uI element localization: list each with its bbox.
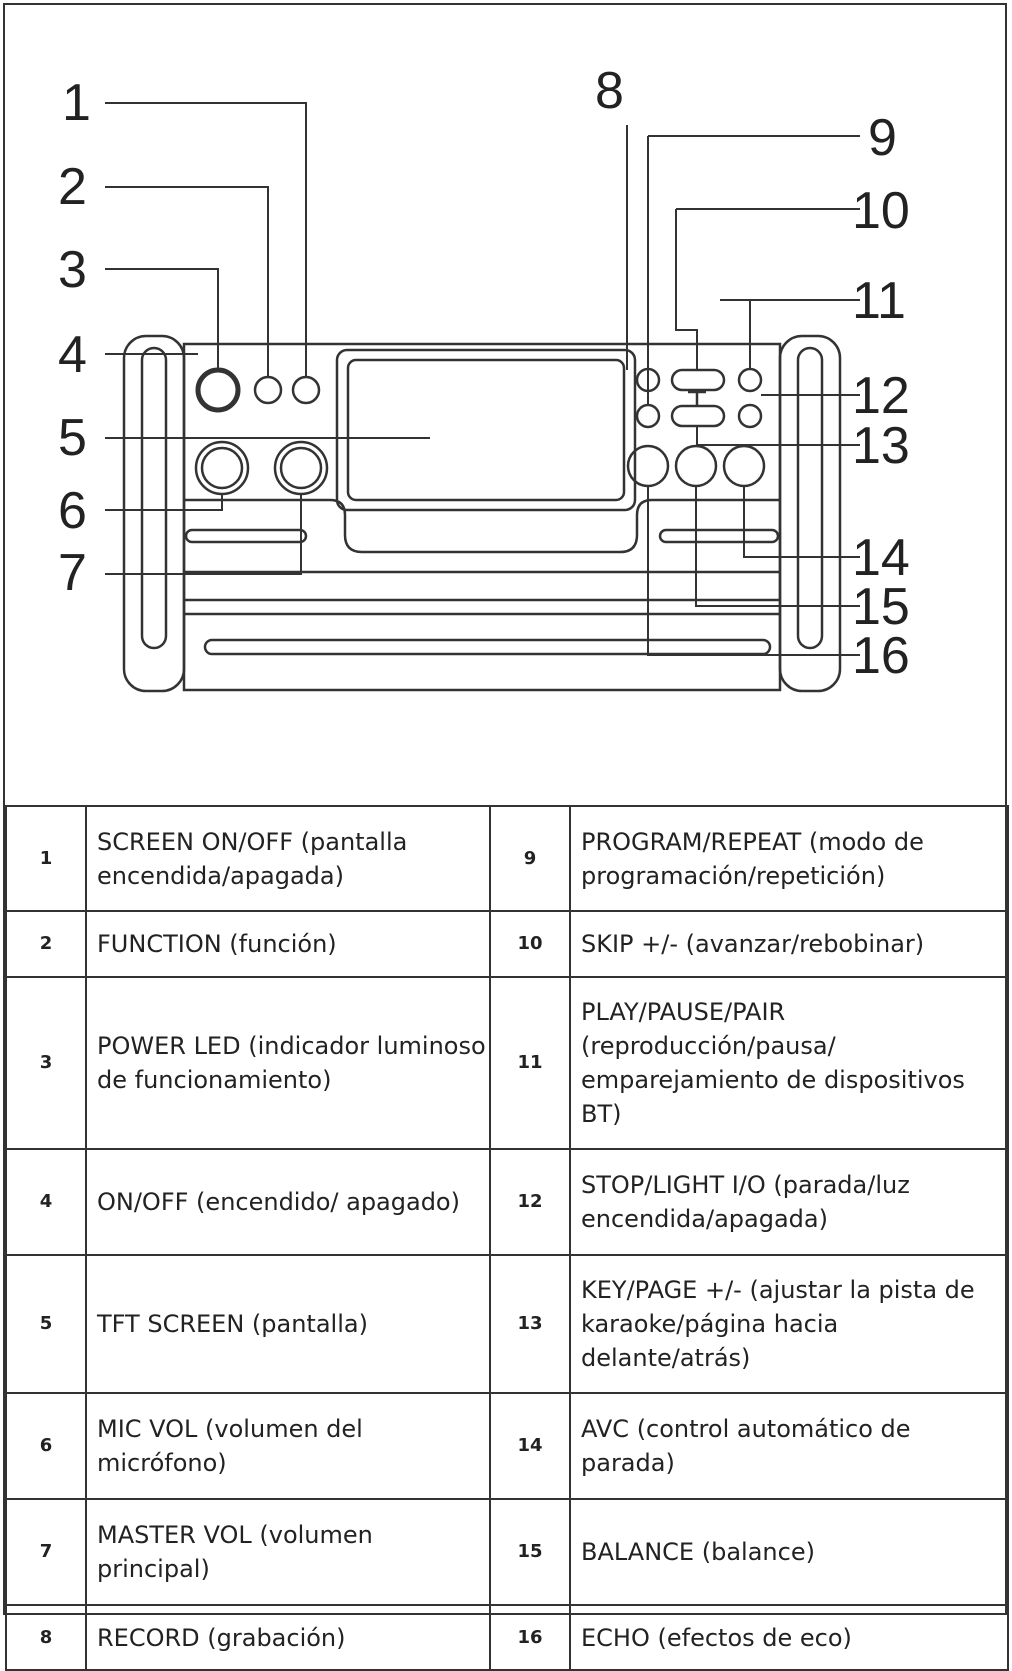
function-button <box>255 377 281 403</box>
legend-text: SKIP +/- (avanzar/rebobinar) <box>570 911 1008 977</box>
legend-num: 3 <box>6 977 86 1149</box>
legend-num: 6 <box>6 1393 86 1499</box>
tft-screen <box>337 350 635 510</box>
callout-11: 11 <box>852 272 906 330</box>
legend-text: ON/OFF (encendido/ apagado) <box>86 1149 490 1255</box>
callout-7: 7 <box>58 544 87 602</box>
callout-14: 14 <box>852 529 910 587</box>
callout-8: 8 <box>595 62 624 120</box>
callout-4: 4 <box>58 326 87 384</box>
legend-row <box>6 1149 1008 1255</box>
karaoke-device-diagram <box>0 0 1012 810</box>
legend-text: POWER LED (indicador luminoso de funcionamiento) <box>86 977 490 1149</box>
power-button <box>198 370 238 410</box>
callout-numbers <box>58 62 910 685</box>
legend-row <box>6 806 1008 911</box>
legend-num: 1 <box>6 806 86 911</box>
callout-9: 9 <box>868 109 897 167</box>
legend-row <box>6 1393 1008 1499</box>
legend-row <box>6 911 1008 977</box>
legend-num: 11 <box>490 977 570 1149</box>
callout-10: 10 <box>852 182 910 240</box>
skip-button <box>672 370 724 390</box>
play-pause-button <box>739 369 761 391</box>
legend-text: MASTER VOL (volumen principal) <box>86 1499 490 1605</box>
legend-text: ECHO (efectos de eco) <box>570 1605 1008 1670</box>
legend-text: AVC (control automático de parada) <box>570 1393 1008 1499</box>
callout-16: 16 <box>852 627 910 685</box>
legend-text: PLAY/PAUSE/PAIR (reproducción/pausa/ emparejamiento de dispositivos BT) <box>570 977 1008 1149</box>
mic-vol-knob <box>196 442 248 494</box>
left-handle <box>124 336 184 691</box>
callout-13: 13 <box>852 417 910 475</box>
callout-5: 5 <box>58 409 87 467</box>
legend-text: STOP/LIGHT I/O (parada/luz encendida/apagada) <box>570 1149 1008 1255</box>
callout-3: 3 <box>58 241 87 299</box>
legend-row <box>6 1255 1008 1393</box>
callout-12: 12 <box>852 367 910 425</box>
legend-num: 5 <box>6 1255 86 1393</box>
legend-text: FUNCTION (función) <box>86 911 490 977</box>
right-handle <box>780 336 840 691</box>
legend-table <box>5 805 1009 1671</box>
legend-num: 9 <box>490 806 570 911</box>
legend-num: 13 <box>490 1255 570 1393</box>
screen-button <box>293 377 319 403</box>
legend-row <box>6 977 1008 1149</box>
legend-num: 8 <box>6 1605 86 1670</box>
legend-text: RECORD (grabación) <box>86 1605 490 1670</box>
legend-num: 12 <box>490 1149 570 1255</box>
device-body <box>184 344 780 690</box>
legend-num: 4 <box>6 1149 86 1255</box>
callout-2: 2 <box>58 158 87 216</box>
program-repeat-button <box>637 405 659 427</box>
legend-num: 16 <box>490 1605 570 1670</box>
legend-text: PROGRAM/REPEAT (modo de programación/repetición) <box>570 806 1008 911</box>
callout-1: 1 <box>62 74 91 132</box>
legend-num: 2 <box>6 911 86 977</box>
legend-row <box>6 1605 1008 1670</box>
legend-num: 15 <box>490 1499 570 1605</box>
key-page-button <box>672 406 724 426</box>
legend-row <box>6 1499 1008 1605</box>
legend-text: BALANCE (balance) <box>570 1499 1008 1605</box>
callout-15: 15 <box>852 578 910 636</box>
legend-text: MIC VOL (volumen del micrófono) <box>86 1393 490 1499</box>
legend-num: 10 <box>490 911 570 977</box>
avc-knob <box>724 446 764 486</box>
balance-knob <box>676 446 716 486</box>
callout-6: 6 <box>58 482 87 540</box>
legend-text: TFT SCREEN (pantalla) <box>86 1255 490 1393</box>
stop-light-button <box>739 405 761 427</box>
legend-text: KEY/PAGE +/- (ajustar la pista de karaoke/página hacia delante/atrás) <box>570 1255 1008 1393</box>
legend-text: SCREEN ON/OFF (pantalla encendida/apagada) <box>86 806 490 911</box>
legend-num: 7 <box>6 1499 86 1605</box>
device-drawing <box>0 0 1012 810</box>
master-vol-knob <box>275 442 327 494</box>
legend-num: 14 <box>490 1393 570 1499</box>
